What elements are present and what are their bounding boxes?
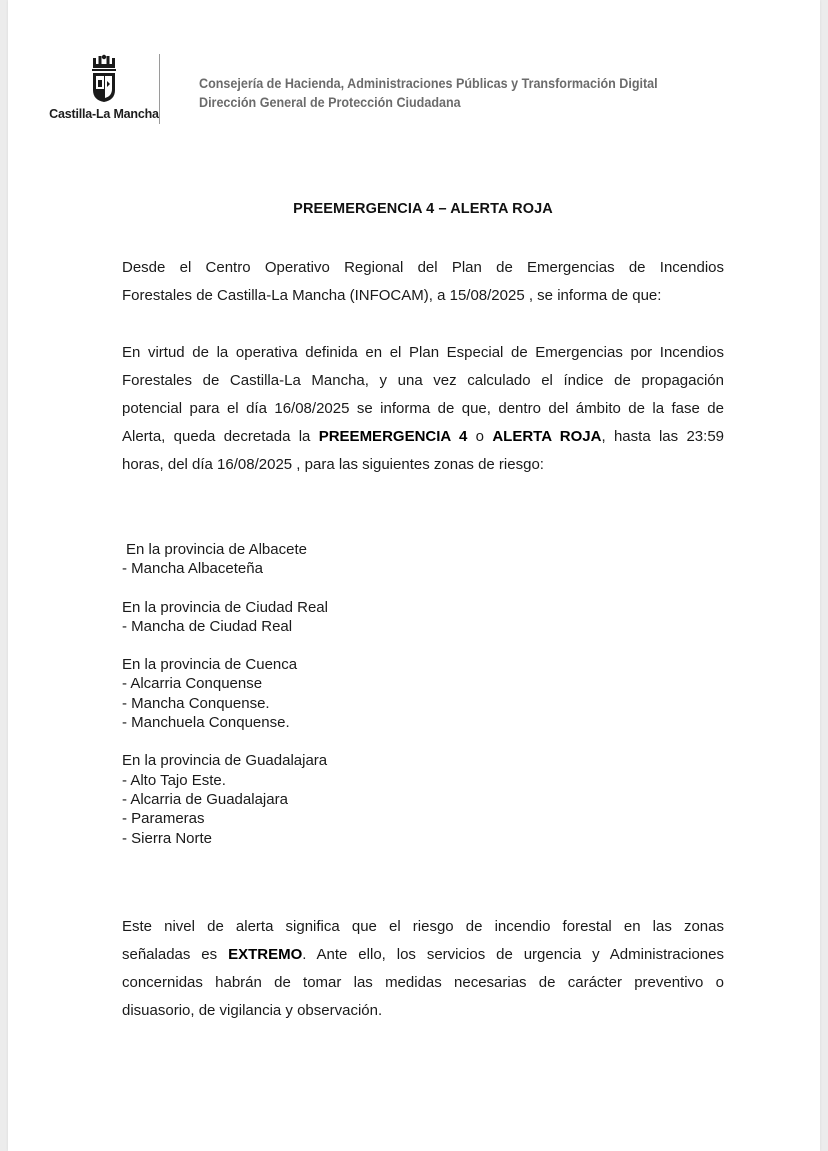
header-divider — [159, 54, 160, 124]
risk-zone-item: - Mancha de Ciudad Real — [122, 617, 293, 635]
decree-text: , hasta las 23:59 — [601, 428, 725, 445]
logo-text: Castilla-La Mancha — [49, 107, 159, 121]
province-name: En la provincia de Albacete — [126, 541, 307, 558]
intro-line: Desde el Centro Operativo Regional del Plan de Emergencias de Incendios — [122, 259, 724, 276]
province-group — [122, 655, 328, 732]
risk-zone-item: - Alcarria de Guadalajara — [122, 790, 288, 808]
meaning-text: . Ante ello, los servicios de urgencia y Administraciones — [302, 946, 724, 963]
meaning-paragraph — [122, 913, 724, 1025]
intro-paragraph — [122, 254, 724, 310]
decree-line — [122, 423, 724, 451]
meaning-line: Este nivel de alerta significa que el riesgo de incendio forestal en las zonas — [122, 918, 724, 935]
meaning-line: disuasorio, de vigilancia y observación. — [122, 1002, 383, 1019]
decree-line: horas, del día 16/08/2025 , para las siguientes zonas de riesgo: — [122, 456, 544, 473]
alert-color: ALERTA ROJA — [492, 428, 602, 445]
decree-line: potencial para el día 16/08/2025 se informa de que, dentro del ámbito de la fase de — [122, 400, 724, 417]
risk-zone-item: - Mancha Albaceteña — [122, 560, 263, 578]
logo — [48, 54, 160, 124]
risk-zone-item: - Manchuela Conquense. — [122, 714, 290, 732]
department-name: Consejería de Hacienda, Administraciones Públicas y Transformación Digital — [199, 76, 658, 91]
province-group — [122, 540, 328, 579]
alert-level: PREEMERGENCIA 4 — [318, 428, 468, 445]
decree-line: Forestales de Castilla-La Mancha, y una vez calculado el índice de propagación — [122, 372, 724, 389]
document-title: PREEMERGENCIA 4 – ALERTA ROJA — [293, 201, 553, 217]
decree-paragraph — [122, 339, 724, 479]
risk-zone-item: - Alto Tajo Este. — [122, 771, 226, 789]
province-name: En la provincia de Ciudad Real — [122, 598, 328, 616]
meaning-line: concernidas habrán de tomar las medidas necesarias de carácter preventivo o — [122, 974, 724, 991]
document-page — [8, 0, 820, 1151]
intro-line: Forestales de Castilla-La Mancha (INFOCAM), a 15/08/2025 , se informa de que: — [122, 287, 662, 304]
risk-zone-item: - Parameras — [122, 810, 205, 828]
risk-zone-item: - Alcarria Conquense — [122, 675, 263, 693]
risk-zone-item: - Mancha Conquense. — [122, 694, 270, 712]
risk-zone-item: - Sierra Norte — [122, 829, 213, 847]
decree-text: o — [467, 428, 493, 445]
meaning-line — [122, 941, 724, 969]
decree-line: En virtud de la operativa definida en el Plan Especial de Emergencias por Incendios — [122, 344, 724, 361]
province-name: En la provincia de Cuenca — [122, 656, 298, 674]
province-name: En la provincia de Guadalajara — [122, 752, 328, 770]
directorate-name: Dirección General de Protección Ciudadana — [199, 95, 461, 110]
risk-zones-list — [122, 540, 328, 867]
province-group — [122, 598, 328, 637]
risk-level: EXTREMO — [228, 946, 303, 963]
castilla-la-mancha-coat-of-arms-icon — [85, 54, 123, 104]
meaning-text: señaladas es — [122, 946, 229, 963]
decree-text: Alerta, queda decretada la — [122, 428, 319, 445]
header-text — [199, 74, 658, 112]
province-group — [122, 751, 328, 847]
